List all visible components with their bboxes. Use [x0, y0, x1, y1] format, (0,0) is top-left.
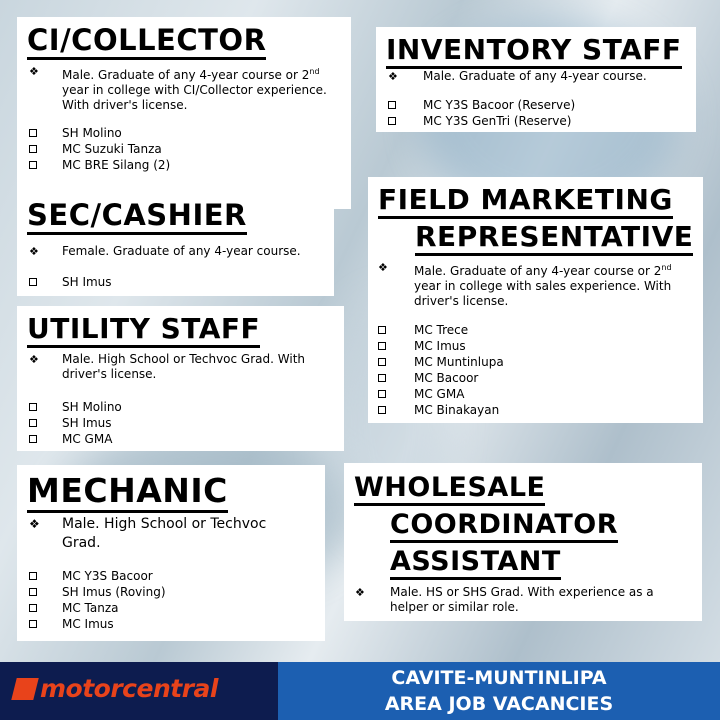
requirement-line: Grad. — [62, 535, 101, 551]
checkbox-bullet-icon — [29, 419, 37, 427]
checkbox-bullet-icon — [378, 374, 386, 382]
list-item: MC GMA — [29, 431, 122, 447]
checkbox-bullet-icon — [388, 101, 396, 109]
logo-mark-icon — [11, 678, 38, 700]
diamond-bullet-icon: ❖ — [29, 517, 40, 531]
diamond-bullet-icon: ❖ — [355, 586, 365, 599]
job-title: INVENTORY STAFF — [386, 35, 682, 65]
job-requirements — [388, 69, 688, 84]
checkbox-bullet-icon — [29, 572, 37, 580]
checkbox-bullet-icon — [29, 129, 37, 137]
list-item: SH Imus — [29, 274, 112, 290]
job-title: MECHANIC — [27, 473, 228, 509]
list-item: MC Tanza — [29, 600, 166, 616]
requirement-line: Female. Graduate of any 4-year course. — [62, 244, 301, 258]
diamond-bullet-icon: ❖ — [378, 261, 388, 274]
brand-logo — [14, 674, 218, 703]
list-item: SH Molino — [29, 399, 122, 415]
location-list — [388, 97, 575, 129]
job-card-field-marketing — [368, 177, 703, 423]
checkbox-bullet-icon — [29, 278, 37, 286]
checkbox-bullet-icon — [29, 588, 37, 596]
checkbox-bullet-icon — [29, 403, 37, 411]
job-title: UTILITY STAFF — [27, 314, 260, 344]
checkbox-bullet-icon — [378, 342, 386, 350]
job-requirements — [29, 515, 319, 553]
list-item: SH Imus (Roving) — [29, 584, 166, 600]
requirement-line: Male. HS or SHS Grad. With experience as a — [390, 585, 654, 599]
requirement-line: Male. Graduate of any 4-year course or 2nd — [414, 263, 672, 278]
checkbox-bullet-icon — [378, 406, 386, 414]
list-item: MC Y3S Bacoor (Reserve) — [388, 97, 575, 113]
requirement-line: With driver's license. — [62, 98, 188, 112]
list-item: MC GMA — [378, 386, 504, 402]
job-card-utility-staff — [17, 306, 344, 451]
job-card-sec-cashier — [17, 192, 334, 296]
job-requirements — [355, 585, 695, 615]
checkbox-bullet-icon — [378, 326, 386, 334]
diamond-bullet-icon: ❖ — [29, 65, 39, 78]
list-item: MC BRE Silang (2) — [29, 157, 170, 173]
list-item: MC Y3S GenTri (Reserve) — [388, 113, 575, 129]
job-title: REPRESENTATIVE — [415, 222, 693, 252]
diamond-bullet-icon: ❖ — [29, 245, 39, 258]
checkbox-bullet-icon — [29, 604, 37, 612]
requirement-line: Male. Graduate of any 4-year course or 2nd — [62, 67, 320, 82]
job-title: CI/COLLECTOR — [27, 25, 266, 56]
footer-heading-panel — [278, 662, 720, 720]
job-title: SEC/CASHIER — [27, 200, 247, 231]
checkbox-bullet-icon — [29, 161, 37, 169]
list-item: MC Trece — [378, 322, 504, 338]
diamond-bullet-icon: ❖ — [388, 70, 398, 83]
list-item: SH Imus — [29, 415, 122, 431]
checkbox-bullet-icon — [388, 117, 396, 125]
list-item: MC Imus — [378, 338, 504, 354]
job-requirements — [29, 352, 339, 382]
brand-wordmark: motorcentral — [40, 674, 218, 703]
checkbox-bullet-icon — [29, 620, 37, 628]
list-item: MC Suzuki Tanza — [29, 141, 170, 157]
list-item: MC Muntinlupa — [378, 354, 504, 370]
footer-heading-line: CAVITE-MUNTINLIPA — [391, 667, 607, 689]
job-card-ci-collector — [17, 17, 351, 209]
requirement-line: year in college with CI/Collector experience. — [62, 83, 327, 97]
job-title: WHOLESALE — [354, 473, 545, 502]
location-list — [29, 399, 122, 447]
job-title: ASSISTANT — [390, 547, 561, 576]
list-item: MC Bacoor — [378, 370, 504, 386]
job-card-mechanic — [17, 465, 325, 641]
list-item: MC Imus — [29, 616, 166, 632]
job-title: FIELD MARKETING — [378, 185, 673, 215]
footer-heading-line: AREA JOB VACANCIES — [384, 693, 614, 715]
requirement-line: Male. High School or Techvoc — [62, 516, 267, 532]
job-requirements — [378, 260, 698, 309]
list-item: SH Molino — [29, 125, 170, 141]
requirement-line: Male. High School or Techvoc Grad. With — [62, 352, 305, 366]
job-card-inventory-staff — [376, 27, 696, 132]
checkbox-bullet-icon — [29, 145, 37, 153]
job-requirements — [29, 64, 349, 113]
location-list — [378, 322, 504, 418]
checkbox-bullet-icon — [29, 435, 37, 443]
checkbox-bullet-icon — [378, 390, 386, 398]
job-card-wholesale — [344, 463, 702, 621]
job-requirements — [29, 244, 329, 259]
location-list — [29, 274, 112, 290]
location-list — [29, 125, 170, 173]
requirement-line: driver's license. — [414, 294, 509, 308]
requirement-line: Male. Graduate of any 4-year course. — [423, 69, 647, 83]
list-item: MC Binakayan — [378, 402, 504, 418]
requirement-line: year in college with sales experience. With — [414, 279, 672, 293]
requirement-line: driver's license. — [62, 367, 157, 381]
location-list — [29, 568, 166, 632]
job-title: COORDINATOR — [390, 510, 618, 539]
list-item: MC Y3S Bacoor — [29, 568, 166, 584]
diamond-bullet-icon: ❖ — [29, 353, 39, 366]
checkbox-bullet-icon — [378, 358, 386, 366]
requirement-line: helper or similar role. — [390, 600, 519, 614]
